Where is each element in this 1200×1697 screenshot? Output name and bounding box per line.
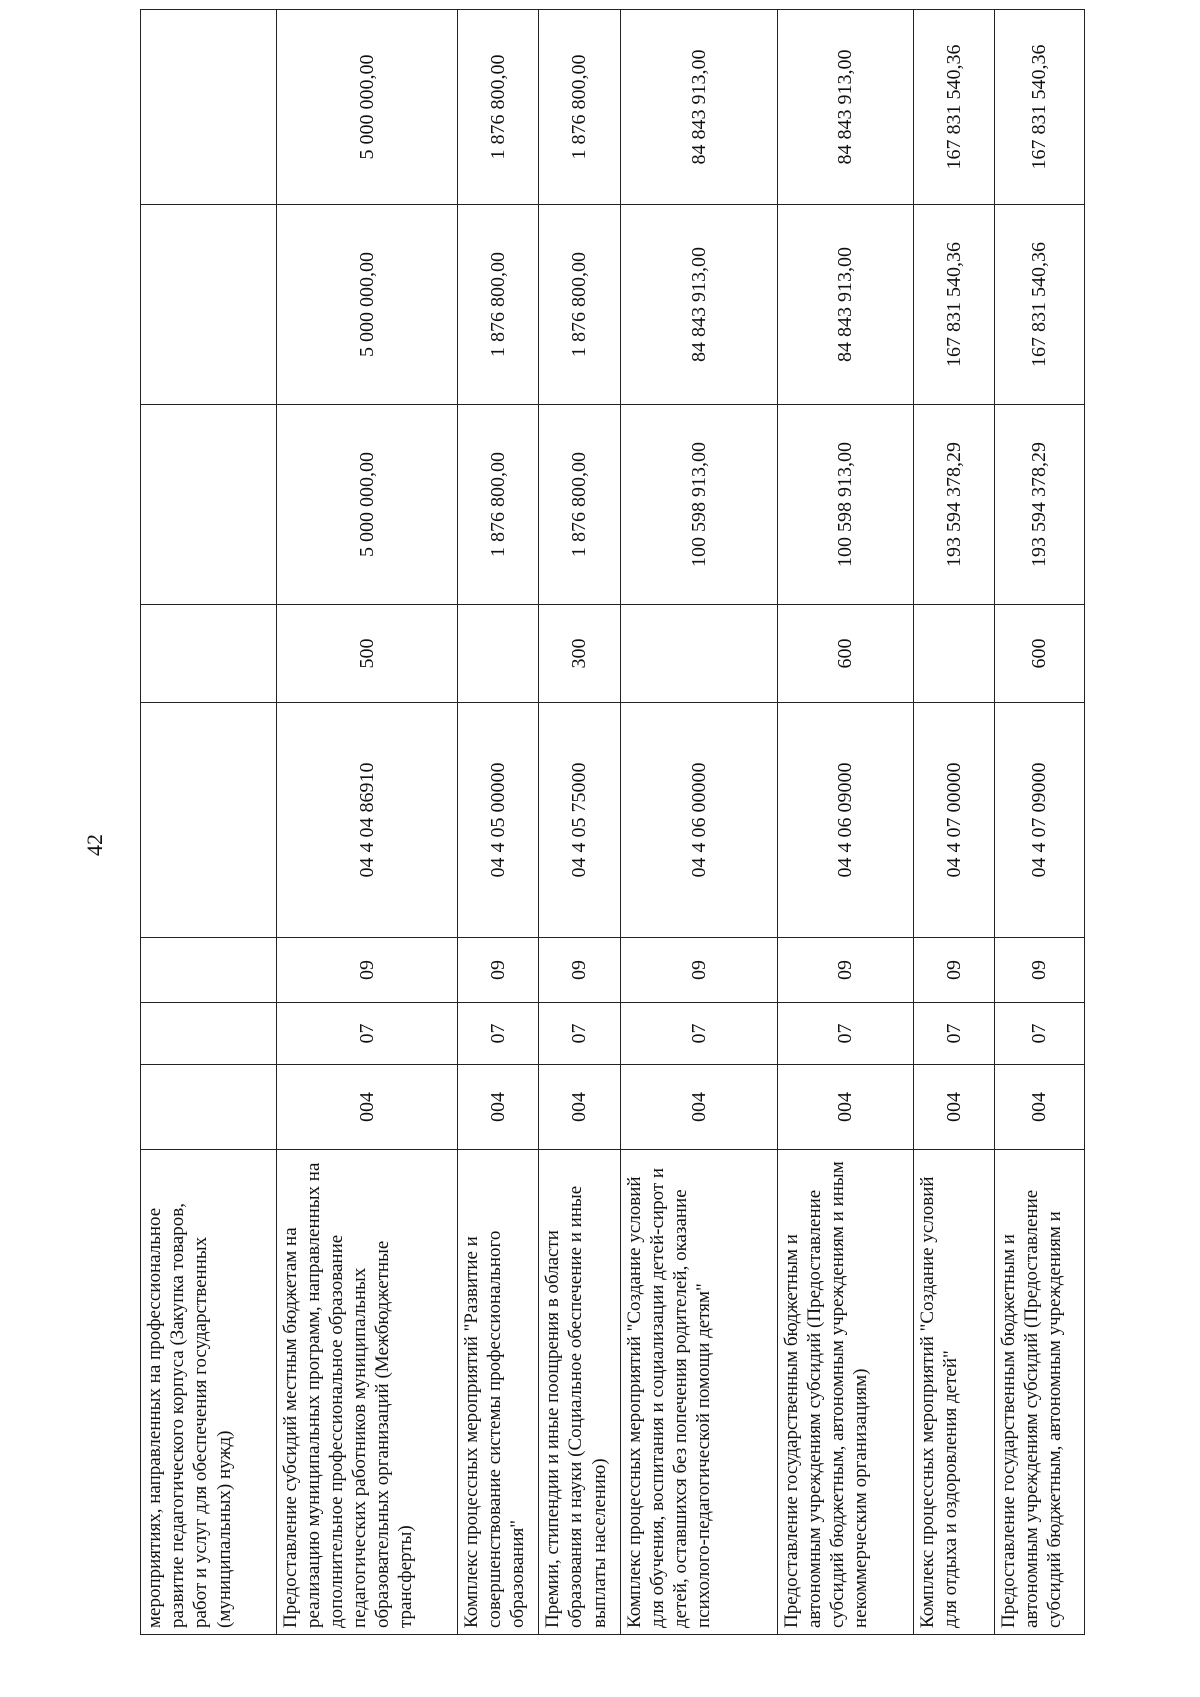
grbs-code: [141, 1065, 277, 1150]
amount-year-3: 84 843 913,00: [620, 10, 777, 205]
budget-table: [140, 9, 1085, 1635]
row-name: Предоставление субсидий местным бюджетам на реализацию муниципальных программ, направленных на дополнительное профессиональное образование педагогических работников муниципальных образовательных организаций (Межбюджетные трансферты): [276, 1150, 457, 1635]
amount-year-2: 5 000 000,00: [276, 205, 457, 405]
subsection-code: 09: [913, 938, 994, 1003]
section-code: 07: [913, 1003, 994, 1065]
amount-year-2: 84 843 913,00: [777, 205, 913, 405]
expense-type-code: 600: [994, 605, 1084, 703]
row-name: Предоставление государственным бюджетным и автономным учреждениям субсидий (Предоставление субсидий бюджетным, автономным учреждениям и иным некоммерческим организациям): [777, 1150, 913, 1635]
section-code: 07: [620, 1003, 777, 1065]
subsection-code: 09: [539, 938, 620, 1003]
grbs-code: 004: [913, 1065, 994, 1150]
table-row: [620, 10, 777, 1635]
table-row: [141, 10, 277, 1635]
amount-year-3: [141, 10, 277, 205]
target-article-code: 04 4 06 09000: [777, 703, 913, 938]
amount-year-1: 5 000 000,00: [276, 405, 457, 605]
grbs-code: 004: [620, 1065, 777, 1150]
section-code: 07: [276, 1003, 457, 1065]
section-code: 07: [539, 1003, 620, 1065]
grbs-code: 004: [994, 1065, 1084, 1150]
amount-year-1: 193 594 378,29: [913, 405, 994, 605]
row-name: Премии, стипендии и иные поощрения в области образования и науки (Социальное обеспечение и иные выплаты населению): [539, 1150, 620, 1635]
row-name: Комплекс процессных мероприятий "Развитие и совершенствование системы профессионального образования": [457, 1150, 538, 1635]
subsection-code: 09: [620, 938, 777, 1003]
table-row: [539, 10, 620, 1635]
table-row: [777, 10, 913, 1635]
grbs-code: 004: [457, 1065, 538, 1150]
amount-year-3: 167 831 540,36: [913, 10, 994, 205]
expense-type-code: [913, 605, 994, 703]
subsection-code: 09: [994, 938, 1084, 1003]
target-article-code: 04 4 06 00000: [620, 703, 777, 938]
target-article-code: 04 4 07 09000: [994, 703, 1084, 938]
expense-type-code: [457, 605, 538, 703]
amount-year-2: 1 876 800,00: [539, 205, 620, 405]
amount-year-2: 1 876 800,00: [457, 205, 538, 405]
amount-year-2: 167 831 540,36: [913, 205, 994, 405]
subsection-code: 09: [276, 938, 457, 1003]
amount-year-2: [141, 205, 277, 405]
page-number: 42: [82, 834, 107, 856]
section-code: 07: [994, 1003, 1084, 1065]
expense-type-code: [141, 605, 277, 703]
amount-year-3: 5 000 000,00: [276, 10, 457, 205]
grbs-code: 004: [539, 1065, 620, 1150]
amount-year-2: 84 843 913,00: [620, 205, 777, 405]
amount-year-1: 100 598 913,00: [777, 405, 913, 605]
amount-year-1: [141, 405, 277, 605]
row-name: мероприятиях, направленных на профессиональное развитие педагогического корпуса (Закупка товаров, работ и услуг для обеспечения государственных (муниципальных) нужд): [141, 1150, 277, 1635]
row-name: Комплекс процессных мероприятий "Создание условий для отдыха и оздоровления детей": [913, 1150, 994, 1635]
amount-year-1: 1 876 800,00: [457, 405, 538, 605]
grbs-code: 004: [276, 1065, 457, 1150]
table-row: [457, 10, 538, 1635]
table-row: [276, 10, 457, 1635]
amount-year-3: 84 843 913,00: [777, 10, 913, 205]
table-row: [913, 10, 994, 1635]
row-name: Комплекс процессных мероприятий "Создание условий для обучения, воспитания и социализации детей-сирот и детей, оставшихся без попечения родителей, оказание психолого-педагогической помощи детям": [620, 1150, 777, 1635]
target-article-code: [141, 703, 277, 938]
budget-table-container: [140, 10, 1085, 1635]
expense-type-code: 300: [539, 605, 620, 703]
target-article-code: 04 4 07 00000: [913, 703, 994, 938]
amount-year-1: 1 876 800,00: [539, 405, 620, 605]
section-code: [141, 1003, 277, 1065]
section-code: 07: [777, 1003, 913, 1065]
target-article-code: 04 4 05 75000: [539, 703, 620, 938]
subsection-code: 09: [457, 938, 538, 1003]
subsection-code: [141, 938, 277, 1003]
amount-year-2: 167 831 540,36: [994, 205, 1084, 405]
amount-year-1: 193 594 378,29: [994, 405, 1084, 605]
target-article-code: 04 4 05 00000: [457, 703, 538, 938]
row-name: Предоставление государственным бюджетным и автономным учреждениям субсидий (Предоставление субсидий бюджетным, автономным учреждениям и: [994, 1150, 1084, 1635]
table-row: [994, 10, 1084, 1635]
expense-type-code: 500: [276, 605, 457, 703]
expense-type-code: 600: [777, 605, 913, 703]
amount-year-3: 1 876 800,00: [539, 10, 620, 205]
amount-year-3: 167 831 540,36: [994, 10, 1084, 205]
expense-type-code: [620, 605, 777, 703]
subsection-code: 09: [777, 938, 913, 1003]
target-article-code: 04 4 04 86910: [276, 703, 457, 938]
amount-year-3: 1 876 800,00: [457, 10, 538, 205]
section-code: 07: [457, 1003, 538, 1065]
amount-year-1: 100 598 913,00: [620, 405, 777, 605]
grbs-code: 004: [777, 1065, 913, 1150]
